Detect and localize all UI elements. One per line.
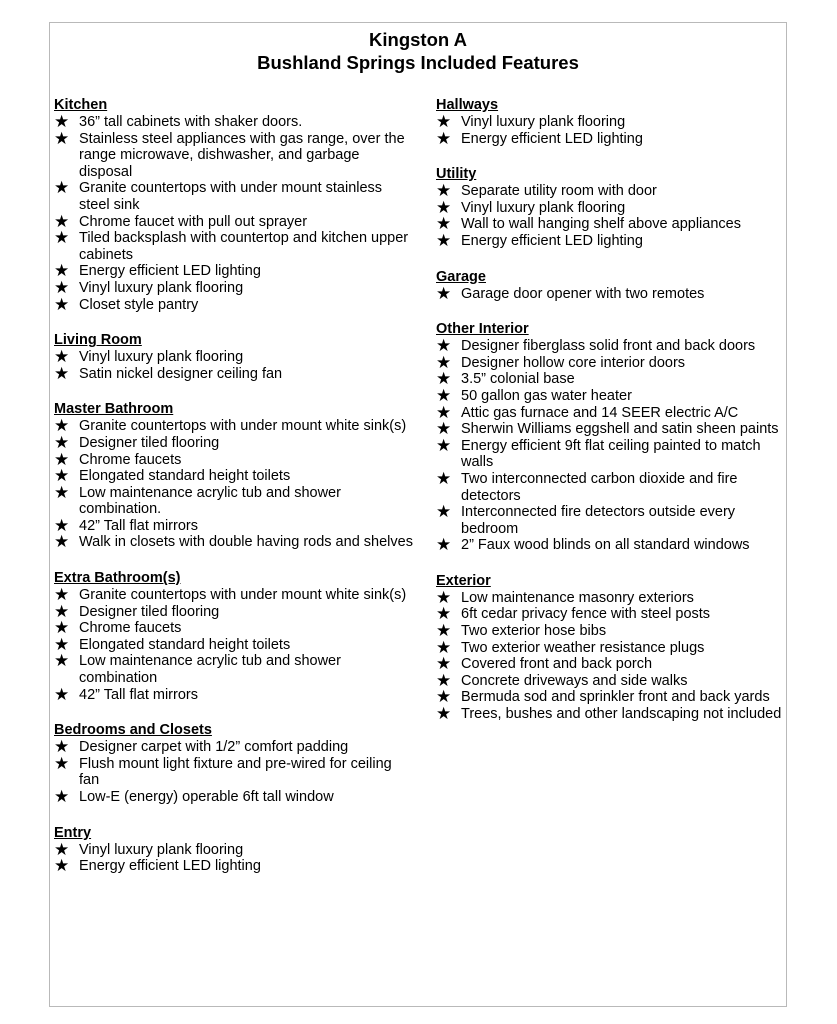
feature-text: 50 gallon gas water heater — [461, 387, 632, 404]
feature-item — [54, 534, 414, 551]
feature-item — [54, 114, 414, 131]
star-icon: ★ — [436, 402, 452, 423]
feature-item — [54, 211, 414, 232]
feature-text: 42” Tall flat mirrors — [79, 686, 198, 703]
feature-item — [436, 435, 786, 471]
star-icon: ★ — [54, 416, 70, 437]
feature-item — [436, 537, 786, 554]
feature-item — [54, 858, 414, 875]
feature-text: Satin nickel designer ceiling fan — [79, 365, 283, 382]
feature-text: Vinyl luxury plank flooring — [79, 841, 244, 858]
section-kitchen — [54, 96, 414, 313]
feature-text: 3.5” colonial base — [461, 371, 575, 388]
feature-item — [436, 183, 786, 200]
feature-list — [54, 349, 414, 382]
section-entry — [54, 824, 414, 875]
feature-text: Closet style pantry — [79, 296, 199, 313]
feature-text: Designer hollow core interior doors — [461, 354, 686, 371]
section-title: Entry — [54, 824, 92, 841]
section-bedrooms-and-closets — [54, 721, 414, 805]
star-icon: ★ — [436, 435, 452, 456]
star-icon: ★ — [54, 178, 70, 199]
feature-item — [436, 656, 786, 673]
star-icon: ★ — [436, 419, 452, 440]
feature-list — [436, 283, 786, 304]
feature-item — [436, 352, 786, 373]
feature-item — [54, 515, 414, 536]
feature-text: Stainless steel appliances with gas range, over the range microwave, dishwasher, and garbage disposal — [79, 130, 405, 180]
feature-item — [54, 349, 414, 366]
feature-text: Attic gas furnace and 14 SEER electric A/C — [461, 404, 739, 421]
feature-text: Chrome faucets — [79, 620, 182, 637]
star-icon: ★ — [54, 601, 70, 622]
feature-text: Energy efficient LED lighting — [461, 232, 643, 249]
feature-list — [54, 739, 414, 805]
feature-text: Granite countertops with under mount white sink(s) — [79, 587, 407, 604]
feature-text: Designer tiled flooring — [79, 434, 220, 451]
feature-text: 42” Tall flat mirrors — [79, 517, 198, 534]
star-icon: ★ — [436, 654, 452, 675]
feature-item — [436, 371, 786, 388]
feature-text: Garage door opener with two remotes — [461, 285, 705, 302]
feature-item — [54, 601, 414, 622]
feature-item — [54, 418, 414, 435]
feature-item — [436, 504, 786, 537]
feature-item — [54, 263, 414, 280]
feature-item — [436, 623, 786, 640]
section-master-bathroom — [54, 400, 414, 551]
feature-item — [54, 180, 414, 213]
star-icon: ★ — [436, 621, 452, 642]
feature-item — [54, 482, 414, 518]
star-icon: ★ — [436, 214, 452, 235]
feature-item — [54, 634, 414, 655]
feature-list — [54, 418, 414, 551]
feature-text: Walk in closets with double having rods and shelves — [79, 534, 413, 551]
feature-item — [54, 684, 414, 705]
feature-text: Designer tiled flooring — [79, 603, 220, 620]
feature-item — [436, 587, 786, 608]
feature-text: Two interconnected carbon dioxide and fire detectors — [461, 470, 738, 504]
feature-item — [54, 587, 414, 604]
star-icon: ★ — [436, 604, 452, 625]
feature-text: Bermuda sod and sprinkler front and back yards — [461, 689, 770, 706]
section-title: Living Room — [54, 332, 142, 349]
feature-item — [54, 128, 414, 181]
star-icon: ★ — [54, 532, 70, 553]
section-other-interior — [436, 320, 786, 554]
feature-item — [436, 606, 786, 623]
feature-item — [54, 432, 414, 453]
feature-text: Low maintenance acrylic tub and shower combination — [79, 653, 341, 687]
star-icon: ★ — [54, 585, 70, 606]
section-title: Garage — [436, 268, 486, 285]
star-icon: ★ — [436, 352, 452, 373]
left-column — [54, 96, 414, 893]
feature-text: Low maintenance masonry exteriors — [461, 589, 694, 606]
star-icon: ★ — [436, 230, 452, 251]
star-icon: ★ — [54, 737, 70, 758]
right-column — [436, 96, 786, 741]
star-icon: ★ — [436, 704, 452, 725]
feature-text: Elongated standard height toilets — [79, 468, 291, 485]
star-icon: ★ — [436, 283, 452, 304]
feature-text: Vinyl luxury plank flooring — [79, 349, 244, 366]
feature-item — [436, 385, 786, 406]
feature-text: Elongated standard height toilets — [79, 636, 291, 653]
section-title: Utility — [436, 166, 477, 183]
star-icon: ★ — [436, 112, 452, 132]
star-icon: ★ — [54, 839, 70, 860]
feature-text: 36” tall cabinets with shaker doors. — [79, 114, 303, 130]
document-title: Kingston A — [369, 29, 467, 50]
feature-text: Designer fiberglass solid front and back doors — [461, 338, 756, 355]
star-icon: ★ — [54, 363, 70, 384]
feature-list — [436, 338, 786, 554]
feature-item — [54, 468, 414, 485]
star-icon: ★ — [54, 787, 70, 807]
section-title: Exterior — [436, 572, 491, 589]
star-icon: ★ — [436, 468, 452, 489]
feature-text: Designer carpet with 1/2” comfort padding — [79, 739, 349, 756]
feature-text: 2” Faux wood blinds on all standard windows — [461, 537, 750, 554]
star-icon: ★ — [436, 535, 452, 556]
star-icon: ★ — [54, 634, 70, 655]
feature-item — [436, 216, 786, 233]
star-icon: ★ — [436, 687, 452, 708]
section-extra-bathroom-s — [54, 569, 414, 703]
feature-item — [54, 294, 414, 315]
feature-item — [436, 283, 786, 304]
star-icon: ★ — [436, 670, 452, 691]
section-exterior — [436, 572, 786, 723]
feature-item — [54, 653, 414, 686]
feature-item — [54, 449, 414, 470]
star-icon: ★ — [436, 181, 452, 202]
feature-text: 6ft cedar privacy fence with steel posts — [461, 606, 711, 623]
feature-item — [436, 637, 786, 658]
star-icon: ★ — [54, 753, 70, 774]
star-icon: ★ — [436, 197, 452, 218]
section-hallways — [436, 96, 786, 147]
feature-list — [436, 114, 786, 147]
section-title: Master Bathroom — [54, 401, 174, 418]
section-title: Bedrooms and Closets — [54, 722, 212, 739]
feature-item — [54, 230, 414, 263]
feature-list — [54, 587, 414, 703]
feature-text: Vinyl luxury plank flooring — [461, 199, 626, 216]
feature-text: Trees, bushes and other landscaping not included — [461, 706, 782, 723]
feature-text: Two exterior hose bibs — [461, 623, 607, 640]
section-title: Kitchen — [54, 97, 108, 113]
feature-text: Covered front and back porch — [461, 656, 653, 673]
feature-item — [436, 114, 786, 131]
feature-text: Separate utility room with door — [461, 183, 657, 200]
section-title: Hallways — [436, 97, 499, 113]
feature-item — [436, 670, 786, 691]
feature-list — [436, 183, 786, 249]
star-icon: ★ — [54, 684, 70, 705]
feature-item — [436, 338, 786, 355]
feature-item — [436, 128, 786, 149]
feature-item — [436, 402, 786, 423]
feature-text: Chrome faucet with pull out sprayer — [79, 213, 308, 230]
feature-item — [54, 789, 414, 806]
star-icon: ★ — [54, 128, 70, 149]
star-icon: ★ — [436, 369, 452, 390]
feature-text: Energy efficient LED lighting — [79, 263, 261, 280]
star-icon: ★ — [436, 385, 452, 406]
star-icon: ★ — [54, 277, 70, 298]
feature-text: Vinyl luxury plank flooring — [79, 279, 244, 296]
feature-text: Vinyl luxury plank flooring — [461, 114, 626, 130]
section-title: Extra Bathroom(s) — [54, 570, 181, 587]
star-icon: ★ — [436, 637, 452, 658]
feature-text: Chrome faucets — [79, 451, 182, 468]
feature-text: Granite countertops with under mount stainless steel sink — [79, 180, 383, 213]
star-icon: ★ — [436, 502, 452, 523]
star-icon: ★ — [54, 261, 70, 282]
feature-text: Low-E (energy) operable 6ft tall window — [79, 789, 334, 805]
feature-list — [54, 114, 414, 313]
section-title: Other Interior — [436, 321, 529, 338]
star-icon: ★ — [436, 128, 452, 149]
document-subtitle: Bushland Springs Included Features — [257, 52, 579, 73]
section-garage — [436, 268, 786, 303]
star-icon: ★ — [54, 347, 70, 368]
feature-list — [54, 839, 414, 877]
feature-text: Energy efficient LED lighting — [461, 130, 643, 147]
feature-text: Interconnected fire detectors outside every bedroom — [461, 504, 736, 537]
star-icon: ★ — [54, 651, 70, 672]
feature-text: Tiled backsplash with countertop and kitchen upper cabinets — [79, 230, 409, 263]
feature-item — [436, 706, 786, 723]
star-icon: ★ — [54, 449, 70, 470]
feature-item — [436, 421, 786, 438]
feature-text: Two exterior weather resistance plugs — [461, 639, 705, 656]
feature-item — [54, 363, 414, 384]
star-icon: ★ — [54, 856, 70, 877]
star-icon: ★ — [436, 336, 452, 357]
feature-item — [54, 739, 414, 756]
feature-text: Low maintenance acrylic tub and shower combination. — [79, 484, 341, 518]
feature-text: Sherwin Williams eggshell and satin sheen paints — [461, 421, 779, 438]
feature-item — [436, 468, 786, 504]
feature-item — [436, 197, 786, 218]
star-icon: ★ — [54, 294, 70, 315]
feature-item — [54, 753, 414, 789]
feature-list — [436, 587, 786, 725]
feature-item — [436, 689, 786, 706]
feature-text: Granite countertops with under mount white sink(s) — [79, 418, 407, 435]
star-icon: ★ — [54, 515, 70, 536]
star-icon: ★ — [54, 466, 70, 487]
star-icon: ★ — [54, 228, 70, 249]
star-icon: ★ — [54, 482, 70, 503]
feature-item — [54, 620, 414, 637]
section-utility — [436, 165, 786, 249]
star-icon: ★ — [54, 211, 70, 232]
star-icon: ★ — [54, 112, 70, 132]
section-living-room — [54, 331, 414, 382]
document-header — [49, 28, 787, 74]
star-icon: ★ — [54, 432, 70, 453]
star-icon: ★ — [54, 618, 70, 639]
feature-item — [54, 277, 414, 298]
feature-text: Energy efficient LED lighting — [79, 858, 261, 875]
star-icon: ★ — [436, 587, 452, 608]
feature-item — [436, 230, 786, 251]
feature-text: Wall to wall hanging shelf above appliances — [461, 216, 741, 233]
feature-text: Energy efficient 9ft flat ceiling painted to match walls — [461, 437, 761, 471]
feature-item — [54, 839, 414, 860]
feature-text: Flush mount light fixture and pre-wired for ceiling fan — [79, 755, 392, 789]
feature-text: Concrete driveways and side walks — [461, 672, 688, 689]
